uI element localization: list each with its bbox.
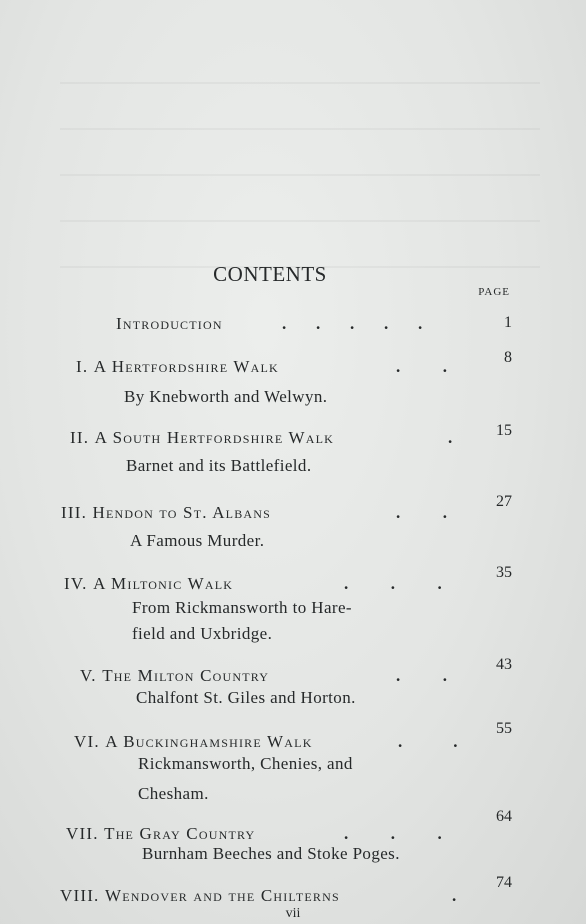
toc-page-number: 35	[496, 564, 512, 581]
toc-entry-subtitle: Chesham.	[138, 784, 209, 803]
chapter-numeral: VII.	[66, 824, 99, 843]
toc-entry-title: I. A Hertfordshire Walk	[76, 357, 279, 376]
page-folio: vii	[285, 906, 301, 921]
show-through-texture	[60, 60, 540, 280]
leader-dots: . . . . .	[282, 314, 423, 333]
toc-entry-subtitle: A Famous Murder.	[130, 531, 265, 550]
chapter-numeral: I.	[76, 357, 89, 376]
leader-dots: .	[452, 886, 457, 905]
leader-dots: . .	[396, 503, 447, 522]
toc-entry-subtitle: By Knebworth and Welwyn.	[124, 387, 328, 406]
toc-page-number: 43	[496, 656, 512, 673]
chapter-numeral: VIII.	[60, 886, 100, 905]
toc-entry-subtitle: Rickmansworth, Chenies, and	[138, 754, 353, 773]
leader-dots: . . .	[344, 574, 442, 593]
toc-page-number: 55	[496, 720, 512, 737]
chapter-numeral: II.	[70, 428, 90, 447]
toc-entry-title: VIII. Wendover and the Chilterns	[60, 886, 340, 905]
toc-entry-title: IV. A Miltonic Walk	[64, 574, 234, 593]
toc-entry-title: V. The Milton Country	[80, 666, 270, 685]
toc-entry-subtitle: Burnham Beeches and Stoke Poges.	[142, 844, 400, 863]
chapter-numeral: VI.	[74, 732, 100, 751]
toc-page-number: 64	[496, 808, 512, 825]
toc-entry-title: VII. The Gray Country	[66, 824, 256, 843]
toc-entry-subtitle: From Rickmansworth to Hare-	[132, 598, 352, 617]
toc-entry-subtitle: field and Uxbridge.	[132, 624, 273, 643]
toc-entry-title: III. Hendon to St. Albans	[61, 503, 272, 522]
chapter-numeral: V.	[80, 666, 97, 685]
chapter-numeral: III.	[61, 503, 88, 522]
contents-title: CONTENTS	[213, 262, 327, 286]
leader-dots: . .	[396, 357, 447, 376]
leader-dots: . .	[398, 732, 458, 751]
leader-dots: . . .	[344, 824, 442, 843]
toc-entry-subtitle: Barnet and its Battlefield.	[126, 456, 312, 475]
toc-entry-title: II. A South Hertfordshire Walk	[70, 428, 335, 447]
leader-dots: . .	[396, 666, 447, 685]
toc-page-number: 74	[496, 874, 512, 891]
toc-entry-title: Introduction	[116, 314, 223, 333]
toc-page-number: 1	[504, 314, 512, 331]
chapter-numeral: IV.	[64, 574, 88, 593]
toc-entry-subtitle: Chalfont St. Giles and Horton.	[136, 688, 356, 707]
toc-entry-title: VI. A Buckinghamshire Walk	[74, 732, 313, 751]
page-column-heading: PAGE	[478, 286, 510, 298]
toc-page-number: 8	[504, 349, 512, 366]
leader-dots: .	[448, 428, 453, 447]
toc-page-number: 15	[496, 422, 512, 439]
toc-page-number: 27	[496, 493, 512, 510]
